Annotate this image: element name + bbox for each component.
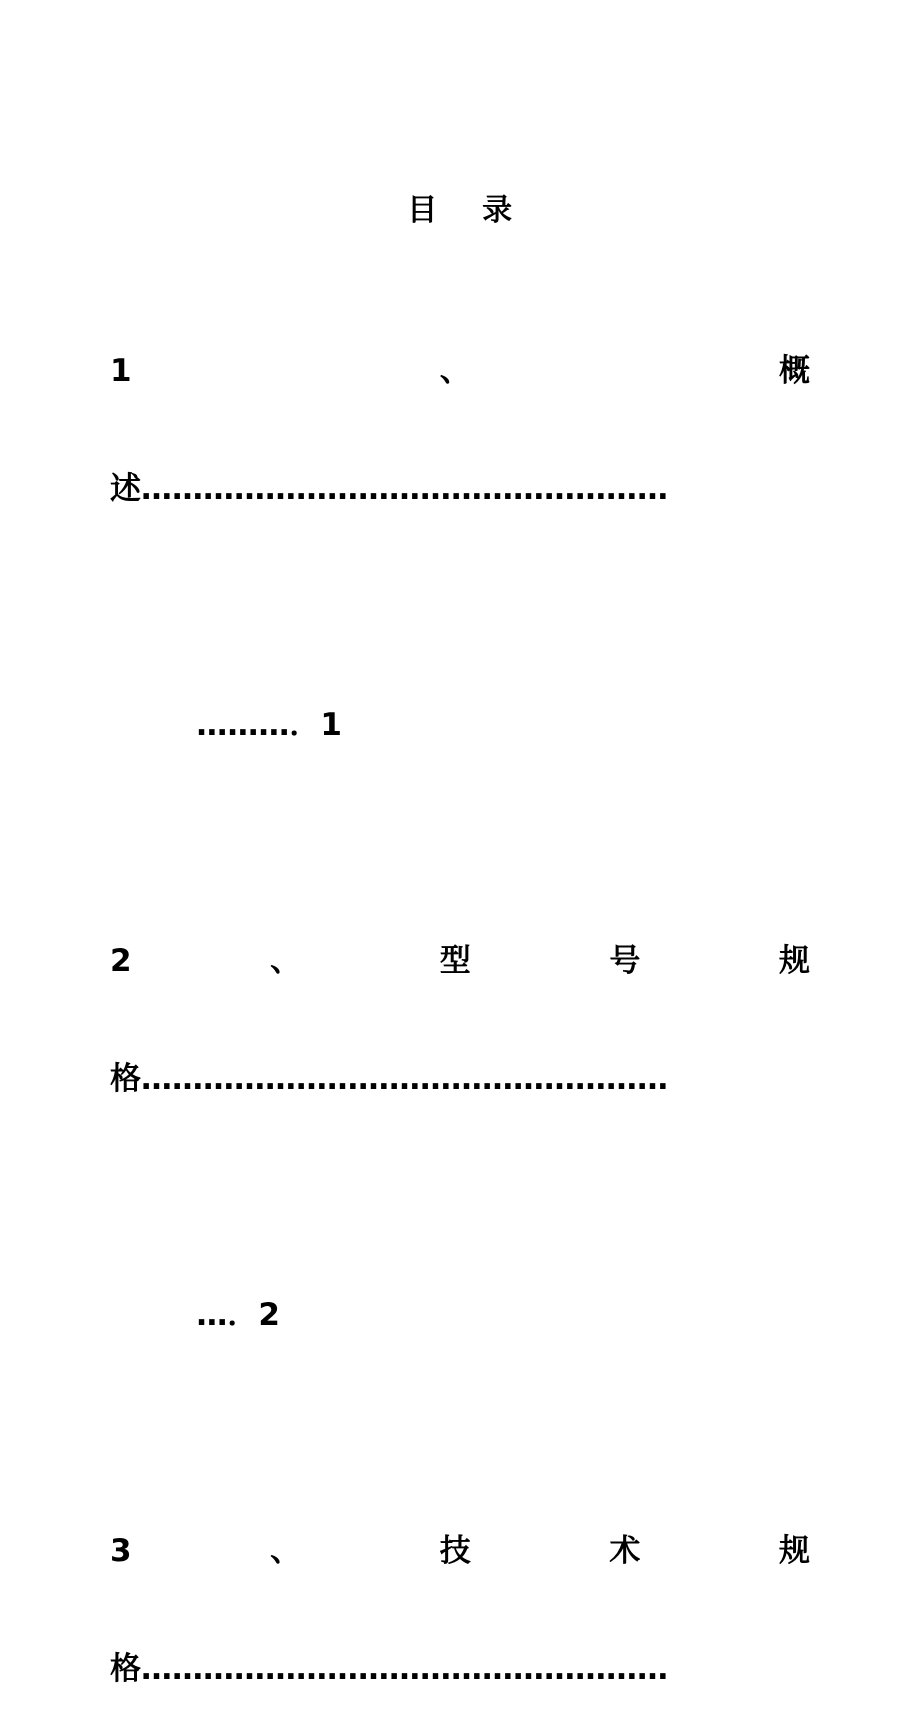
toc-entry-page-line	[110, 1138, 810, 1492]
page-title: 目 录	[407, 193, 513, 228]
toc-leader-dots: ……………………………………………	[141, 1061, 668, 1097]
toc-leader-dots: ……………………………………………	[141, 1651, 668, 1687]
toc-entry-title-part: 规	[778, 943, 810, 979]
toc-entry-title-line	[110, 1020, 810, 1138]
toc-entry-title-part: 型	[439, 943, 471, 979]
toc-leader-dots-tail: …．	[196, 1297, 259, 1333]
toc-entry-separator: 、	[270, 943, 302, 979]
toc-entry-head-line	[110, 312, 810, 430]
toc-entry-head-line	[110, 902, 810, 1020]
toc-entry-title-tail: 格	[110, 1061, 141, 1097]
toc-entry-title-part: 规	[778, 1533, 810, 1569]
toc-page-number: 2	[258, 1297, 280, 1333]
toc-entry-head-line	[110, 1492, 810, 1610]
toc-entry-title-tail: 述	[110, 471, 141, 507]
toc-entry-separator: 、	[270, 1533, 302, 1569]
toc-leader-dots-tail: ………．	[196, 707, 321, 743]
toc-entry-separator: 、	[439, 353, 471, 389]
toc-entry-title-tail: 格	[110, 1651, 141, 1687]
toc-entry-title-head: 概	[778, 353, 810, 389]
toc-entry-page-line	[110, 548, 810, 902]
toc-entry-title-part: 技	[439, 1533, 471, 1569]
toc-page-number: 1	[320, 707, 342, 743]
toc-entry[interactable]	[110, 312, 810, 902]
toc-entry-number: 3	[110, 1533, 132, 1569]
toc-entry-title-line	[110, 430, 810, 548]
toc-entry[interactable]	[110, 1492, 810, 1728]
toc-entry-number: 1	[110, 353, 132, 389]
toc-leader-dots: ……………………………………………	[141, 471, 668, 507]
toc-entry[interactable]	[110, 902, 810, 1492]
toc-entry-title-part: 术	[609, 1533, 641, 1569]
toc-entry-title-part: 号	[609, 943, 641, 979]
toc-entry-title-line	[110, 1610, 810, 1728]
table-of-contents	[110, 312, 810, 1728]
toc-entry-number: 2	[110, 943, 132, 979]
